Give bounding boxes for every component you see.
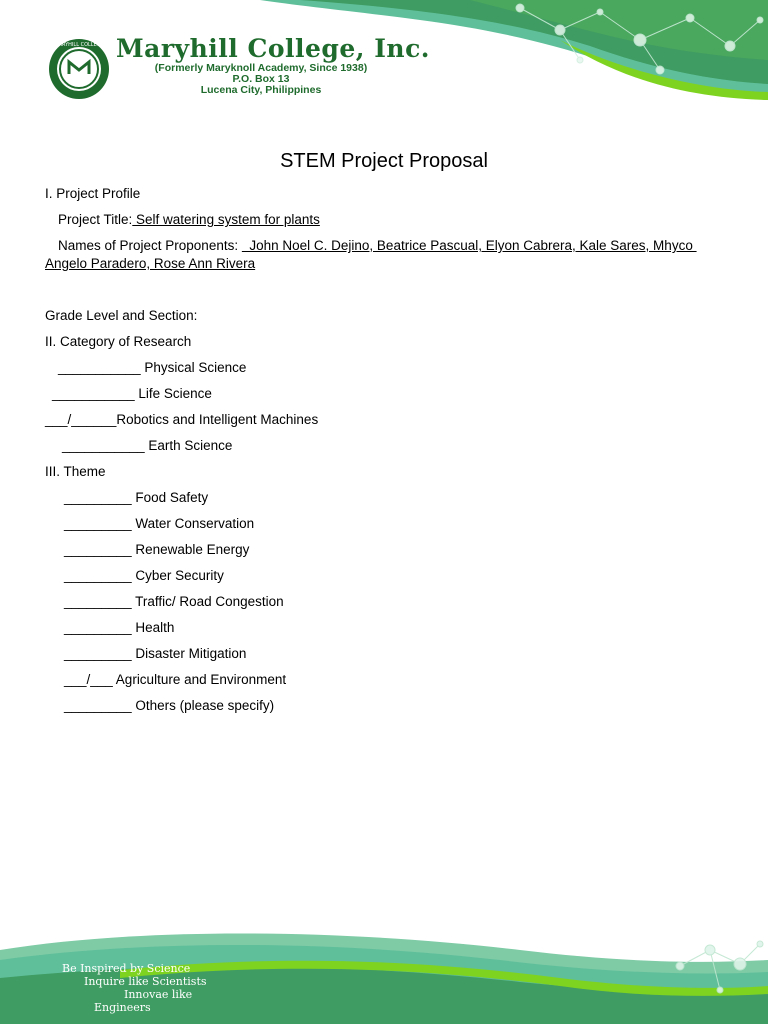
theme-item: _________ Others (please specify) <box>64 698 275 713</box>
po-box: P.O. Box 13 <box>232 73 290 85</box>
theme-item: _________ Cyber Security <box>64 568 224 583</box>
category-item: ___________ Life Science <box>52 386 212 401</box>
section1-heading: I. Project Profile <box>45 186 141 201</box>
theme-item: _________ Food Safety <box>64 490 209 505</box>
section3-heading: III. Theme <box>45 464 106 479</box>
proponents-line2: Angelo Paradero, Rose Ann Rivera <box>45 256 256 271</box>
motto-line-3: Innovae like <box>124 988 193 1001</box>
former-name: (Formerly Maryknoll Academy, Since 1938) <box>154 62 368 74</box>
theme-item: _________ Traffic/ Road Congestion <box>64 594 284 609</box>
grade-level-label: Grade Level and Section: <box>45 308 198 323</box>
document-title: STEM Project Proposal <box>280 150 488 172</box>
project-title-row <box>58 212 320 227</box>
motto-line-1: Be Inspired by Science <box>62 962 191 975</box>
motto-line-2: Inquire like Scientists <box>84 975 207 988</box>
category-item: ___________ Earth Science <box>62 438 233 453</box>
theme-item: _________ Renewable Energy <box>64 542 250 557</box>
category-item: ___/______Robotics and Intelligent Machines <box>45 412 319 427</box>
college-name: Maryhill College, Inc. <box>116 34 431 63</box>
theme-item: ___/___ Agriculture and Environment <box>64 672 287 687</box>
theme-item: _________ Health <box>64 620 175 635</box>
category-item: ___________ Physical Science <box>58 360 247 375</box>
theme-item: _________ Water Conservation <box>64 516 255 531</box>
theme-item: _________ Disaster Mitigation <box>64 646 247 661</box>
proponents-label: Names of Project Proponents: <box>58 238 239 253</box>
project-title-label: Project Title: <box>58 212 133 227</box>
motto-line-4: Engineers <box>94 1001 151 1014</box>
project-title-value: Self watering system for plants <box>132 212 320 227</box>
proponents-line1: John Noel C. Dejino, Beatrice Pascual, Elyon Cabrera, Kale Sares, Mhyco <box>241 238 697 253</box>
college-seal-logo <box>48 38 110 100</box>
proponents-row <box>58 238 697 253</box>
seal-ring-text: MARYHILL COLLEGE <box>54 42 104 48</box>
location: Lucena City, Philippines <box>200 84 322 96</box>
section2-heading: II. Category of Research <box>45 334 192 349</box>
